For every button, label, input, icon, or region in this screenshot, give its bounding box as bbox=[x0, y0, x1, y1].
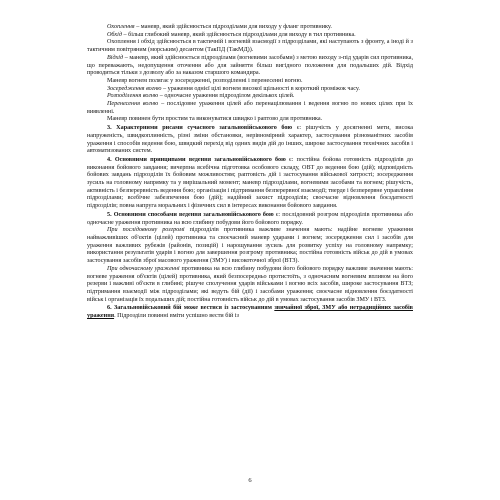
paragraph-maneuver-simple bbox=[87, 116, 413, 124]
paragraph-sequential-defeat bbox=[87, 227, 413, 266]
text: Маневр вогнем полягає у зосередженні, розподіленні і перенесенні вогню. bbox=[107, 77, 303, 84]
term: Перенесення вогню bbox=[107, 101, 159, 108]
term: При одночасному ураженні bbox=[107, 265, 180, 272]
page-number: 6 bbox=[248, 477, 252, 484]
text: – маневр, який здійснюється підрозділами (вогневими засобами) з метою виходу з-під ударів сил противника, що переважають, недопущення оточення або для зайняття більш вигідного положення для подальших дій. Відхід проводиться тільки з дозволу або за наказом старшого командира. bbox=[87, 54, 413, 77]
term: Зосередження вогню bbox=[107, 85, 162, 92]
text: противника на всю глибину побудови його бойового порядку важливе значення мають: вогневе ураження об'єктів (цілей) противника, який безпосередньо протистоїть, з одночасним вогневим впливом на його резерви і важливі об'єкти в глибині; рішуче сполучення ударів військами і вогню всіх засобів, широке застосування ВТЗ; підтримання взаємодії між підрозділами; які ведуть бій (дії) і засобами ураження; своєчасне відновлення боєздатності військ і організація їх подальших дій; постійна готовність військ до дій в умовах застосування засобів ЗМУ і ВТЗ. bbox=[87, 265, 413, 303]
paragraph-envelopment-interaction bbox=[87, 39, 413, 54]
term: Охоплення bbox=[107, 24, 135, 30]
paragraph-section-3 bbox=[87, 125, 413, 156]
paragraph-fire-maneuver bbox=[87, 78, 413, 86]
text: підрозділів противника важливе значення мають: надійне вогневе ураження найважливіших об'єктів (цілей) противника та своєчасний маневр ударами і вогнем; зосередження сил і засобів для ураження важливих рубежів (районів, позицій) і нарощування зусиль для розвитку успіху на головному напрямку; використання результатів ударів і вогню для завершення розгрому противника; постійна готовність військ до дій в умовах застосування засобів зброї масового ураження (ЗМУ) і високоточної зброї (ВТЗ). bbox=[87, 227, 413, 265]
term: Обхід bbox=[107, 31, 122, 38]
text: є: рішучість у досягненні мети, висока напруженість, швидкоплинність, різні зміни обстановки, нерівномірний характер, застосування різноманітних засобів ураження і способів ведення бою, швидкий перехід від одних видів дій до інших, широке застосування технічних засобів і автоматизованих систем. bbox=[87, 125, 414, 155]
paragraph-section-6 bbox=[87, 305, 413, 320]
emphasis-weapons: звичайної зброї, ЗМУ або нетрадиційних засобів ураження bbox=[87, 305, 413, 320]
paragraph-envelopment bbox=[87, 24, 413, 32]
text: – одночасне ураження підрозділом декількох цілей. bbox=[158, 93, 295, 100]
page-body bbox=[87, 24, 413, 321]
section-heading: 5. Основними способами ведення загальновійськового бою bbox=[107, 211, 274, 218]
paragraph-section-5 bbox=[87, 212, 413, 227]
paragraph-fire-distribution bbox=[87, 93, 413, 101]
section-heading: 4. Основними принципами ведення загальновійськового бою bbox=[107, 156, 286, 163]
paragraph-fire-transfer bbox=[87, 101, 413, 116]
term: Розподілення вогню bbox=[107, 93, 159, 100]
text: є: постійна бойова готовність підрозділів до виконання бойового завдання; вичерпна всебічна підготовка особового складу, ОВТ до ведення бою (дій); відповідність бойових завдань підрозділів їх бойовим можливостям; раптовість дій і застосування військової хитрості; зосередження зусиль на головному напрямку та у вирішальний момент; маневр підрозділами, вогневими засобами та вогнем; рішучість, активність і безперервність ведення бою; організація і підтримання безперервної взаємодії; тверде і безперервне управління підрозділами; всебічне забезпечення бою (дій); надійний захист підрозділів; своєчасне відновлення боєздатності підрозділів; повна напруга моральних і фізичних сил в інтересах виконання бойового завдання. bbox=[87, 156, 413, 210]
section-heading: 3. Характерними рисами сучасного загальновійськового бою bbox=[107, 125, 293, 132]
section-lead: 6. Загальновійськовий бій може вестися із застосуванням bbox=[107, 305, 275, 312]
paragraph-withdrawal bbox=[87, 55, 413, 78]
text: – більш глибокий маневр, який здійснюється підрозділами для виходу в тил противника. bbox=[121, 31, 356, 38]
text: Охоплення і обхід здійснюється в тактичній і вогневій взаємодії з підрозділами, які наступають з фронту, а іноді й з тактичним повітряним (морським) десантом (ТакПД (ТакМД)). bbox=[87, 39, 413, 54]
text: – ураження однієї цілі вогнем високої щільності в короткий проміжок часу. bbox=[161, 85, 360, 92]
text: . Підрозділи повинні вміти успішно вести бій із bbox=[114, 313, 239, 320]
text: – маневр, який здійснюється підрозділами для виходу у фланг противнику. bbox=[134, 24, 332, 30]
term: Відхід bbox=[107, 54, 124, 61]
term: При послідовному розгромі bbox=[107, 227, 185, 234]
text: є: послідовний розгром підрозділів противника або одночасне ураження противника на всю глибину побудови його бойового порядку. bbox=[87, 211, 413, 226]
paragraph-section-4 bbox=[87, 157, 413, 211]
text: Маневр повинен бути простим та виконуватися швидко і раптово для противника. bbox=[107, 116, 323, 123]
text: – послідовне ураження цілей або перенацілювання і ведення вогню по нових цілях при їх виявленні. bbox=[87, 101, 413, 115]
paragraph-simultaneous-strike bbox=[87, 266, 413, 305]
